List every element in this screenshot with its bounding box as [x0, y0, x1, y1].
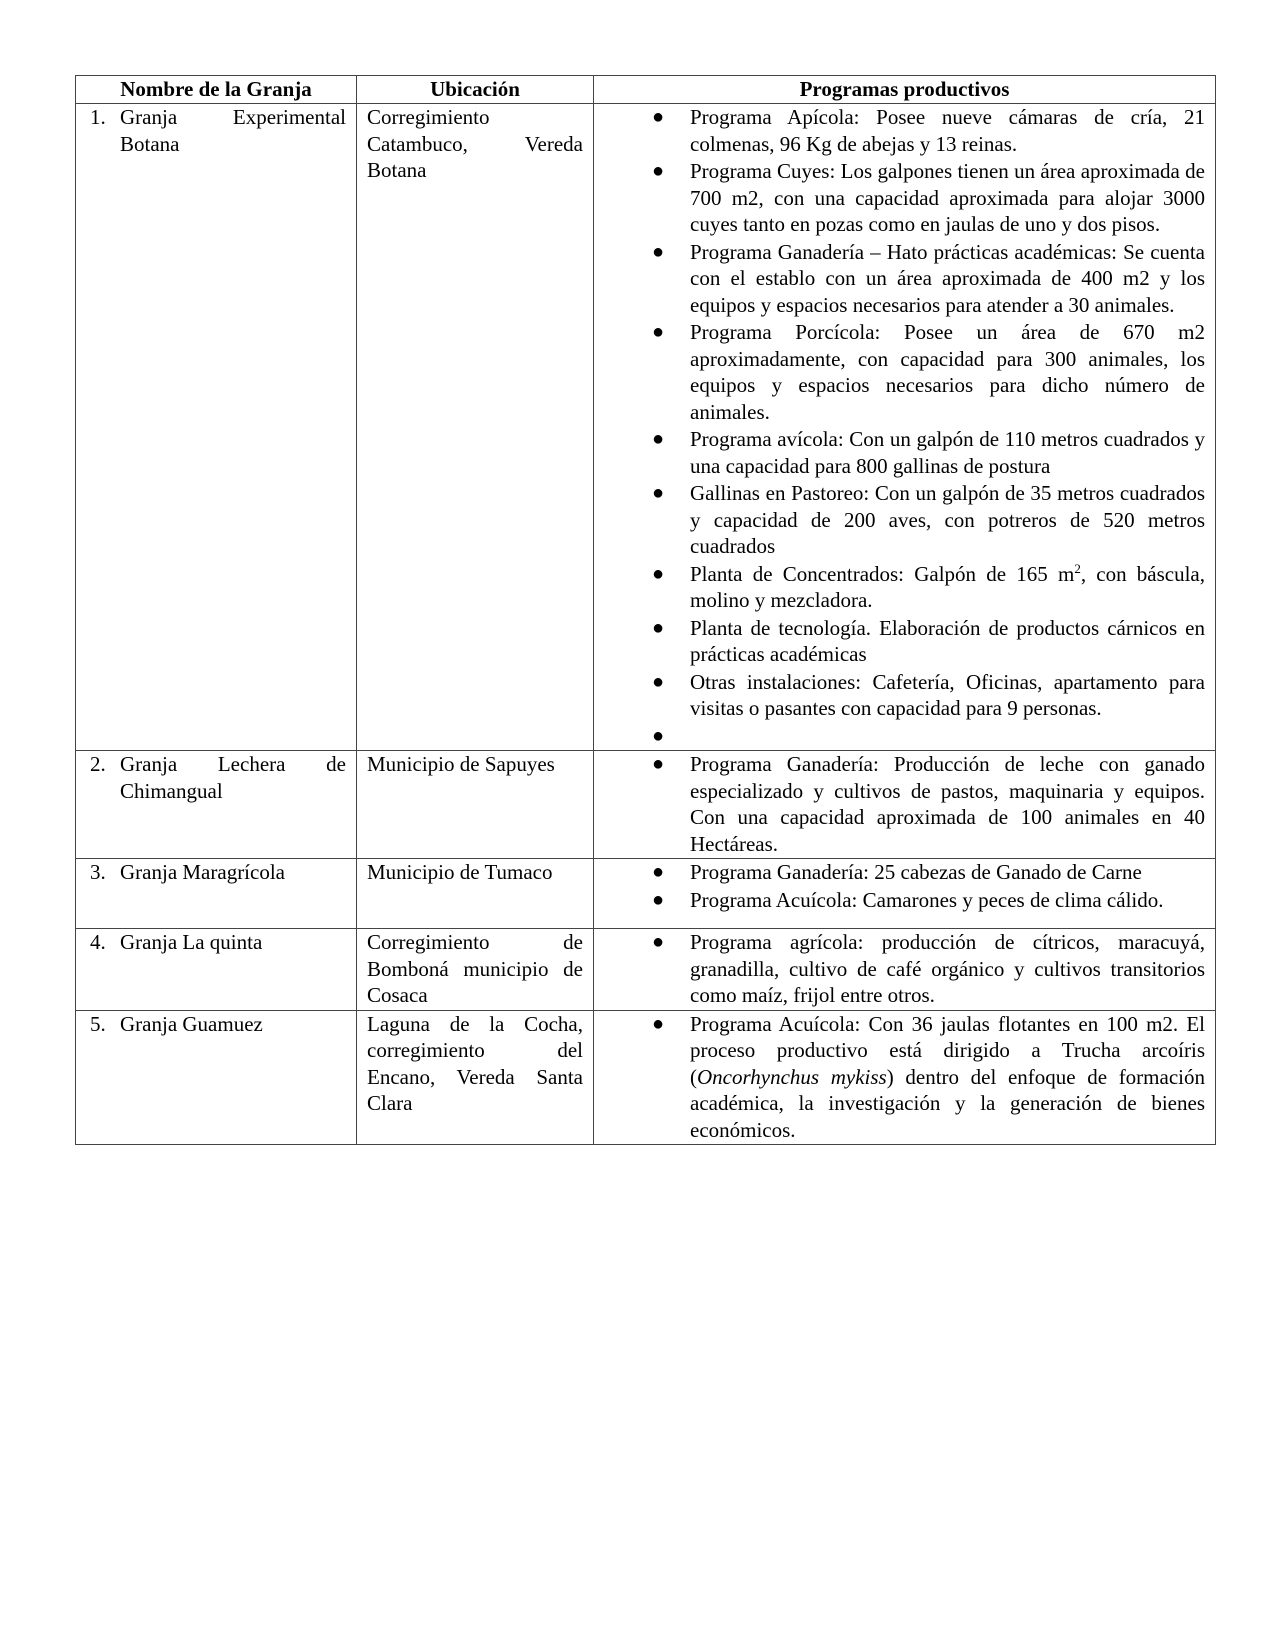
list-item [604, 239, 1205, 319]
bullet-icon: ● [652, 888, 665, 911]
list-item [604, 751, 1205, 857]
programs-cell [594, 104, 1216, 751]
bullet-icon: ● [652, 240, 665, 263]
programs-cell [594, 1010, 1216, 1145]
farm-name-cell [76, 1010, 357, 1145]
location-text: Corregimiento de Bomboná municipio de Cosaca [367, 930, 583, 1007]
program-text: Planta de Concentrados: Galpón de 165 m [690, 561, 1075, 586]
list-item [604, 319, 1205, 425]
program-text: Programa agrícola: producción de cítricos, maracuyá, granadilla, cultivo de café orgánico y cultivos transitorios como maíz, frijol entre otros. [690, 930, 1205, 1007]
bullet-icon: ● [652, 616, 665, 639]
farm-name-cell [76, 104, 357, 751]
program-text: Programa Apícola: Posee nueve cámaras de cría, 21 colmenas, 96 Kg de abejas y 13 reinas. [690, 105, 1205, 156]
program-text: Programa Ganadería: Producción de leche con ganado especializado y cultivos de pastos, maquinaria y equipos. Con una capacidad aproximada de 100 animales en 40 Hectáreas. [690, 752, 1205, 856]
bullet-icon: ● [652, 160, 665, 182]
program-text: Programa Cuyes: Los galpones tienen un área aproximada de 700 m2, con una capacidad aproximada para alojar 3000 cuyes tanto en pozas como en jaulas de uno y dos pisos. [690, 159, 1205, 236]
location-text: Laguna de la Cocha, corregimiento del Encano, Vereda Santa Clara [367, 1011, 583, 1115]
location-cell [357, 104, 594, 751]
header-location: Ubicación [357, 76, 594, 104]
superscript: 2 [1074, 560, 1081, 576]
row-number: 5. [90, 1011, 106, 1036]
row-number: 4. [90, 930, 106, 954]
list-item [604, 723, 1205, 750]
program-text: Programa Ganadería – Hato prácticas académicas: Se cuenta con el establo con un área aproximada de 400 m2 y los equipos y espacios necesarios para atender a 30 animales. [690, 239, 1205, 317]
programs-list [604, 104, 1205, 749]
location-cell [357, 1010, 594, 1145]
row-number: 2. [90, 752, 106, 776]
bullet-icon: ● [652, 753, 665, 775]
farm-name: Granja Maragrícola [120, 860, 285, 884]
farm-name: Granja Experimental Botana [120, 105, 346, 156]
farm-name-cell [76, 751, 357, 859]
farm-name: Granja Guamuez [120, 1011, 263, 1036]
program-text: Planta de tecnología. Elaboración de productos cárnicos en prácticas académicas [690, 615, 1205, 666]
location-cell [357, 751, 594, 859]
list-item [604, 1011, 1205, 1144]
bullet-icon: ● [652, 931, 665, 953]
species-name: Oncorhynchus mykiss [697, 1064, 887, 1089]
list-item [604, 561, 1205, 614]
programs-cell [594, 751, 1216, 859]
bullet-icon: ● [652, 428, 665, 450]
location-text: Municipio de Sapuyes [367, 752, 555, 776]
programs-list [604, 1011, 1205, 1144]
location-cell [357, 929, 594, 1011]
farm-name: Granja Lechera de Chimangual [120, 752, 346, 803]
programs-cell [594, 929, 1216, 1011]
location-text: Corregimiento Catambuco, Vereda Botana [367, 105, 583, 182]
location-text: Municipio de Tumaco [367, 860, 553, 884]
programs-cell [594, 859, 1216, 929]
table-row [76, 929, 1216, 1011]
program-text: Programa avícola: Con un galpón de 110 metros cuadrados y una capacidad para 800 gallinas de postura [690, 427, 1205, 478]
header-farm-name: Nombre de la Granja [76, 76, 357, 104]
farm-name: Granja La quinta [120, 930, 263, 954]
table-row [76, 1010, 1216, 1145]
farm-name-cell [76, 929, 357, 1011]
row-number: 1. [90, 105, 106, 129]
table-row [76, 104, 1216, 751]
bullet-icon: ● [652, 562, 665, 585]
list-item [604, 480, 1205, 560]
table-row [76, 859, 1216, 929]
list-item [604, 859, 1205, 886]
program-text: Gallinas en Pastoreo: Con un galpón de 35 metros cuadrados y capacidad de 200 aves, con potreros de 520 metros cuadrados [690, 481, 1205, 558]
header-programs: Programas productivos [594, 76, 1216, 104]
list-item [604, 615, 1205, 668]
list-item [604, 158, 1205, 238]
bullet-icon: ● [652, 670, 665, 693]
list-item [604, 669, 1205, 722]
table-header-row [76, 76, 1216, 104]
program-text-tail: ) dentro del enfoque de formación académica, la investigación y la generación de bienes económicos. [690, 1064, 1205, 1142]
bullet-icon: ● [652, 861, 665, 883]
bullet-icon: ● [652, 1012, 665, 1035]
list-item [604, 929, 1205, 1009]
bullet-icon: ● [652, 482, 665, 504]
bullet-icon: ● [652, 321, 665, 343]
farm-name-cell [76, 859, 357, 929]
programs-list [604, 751, 1205, 857]
programs-list [604, 859, 1205, 913]
bullet-icon: ● [652, 724, 665, 747]
list-item [604, 426, 1205, 479]
program-text-tail: , con báscula, molino y mezcladora. [690, 561, 1206, 612]
program-text: Otras instalaciones: Cafetería, Oficinas, apartamento para visitas o pasantes con capacidad para 9 personas. [690, 669, 1205, 720]
program-text: Programa Ganadería: 25 cabezas de Ganado de Carne [690, 860, 1142, 884]
list-item [604, 104, 1205, 157]
programs-list [604, 929, 1205, 1009]
program-text: Programa Acuícola: Camarones y peces de clima cálido. [690, 887, 1164, 912]
bullet-icon: ● [652, 106, 665, 128]
list-item [604, 887, 1205, 914]
table-row [76, 751, 1216, 859]
farms-table [75, 75, 1216, 1145]
program-text: Programa Acuícola: Con 36 jaulas flotantes en 100 m2. El proceso productivo está dirigido a Trucha arcoíris ( [690, 1011, 1205, 1089]
row-number: 3. [90, 860, 106, 884]
location-cell [357, 859, 594, 929]
program-text: Programa Porcícola: Posee un área de 670 m2 aproximadamente, con capacidad para 300 animales, los equipos y espacios necesarios para dicho número de animales. [690, 320, 1205, 424]
